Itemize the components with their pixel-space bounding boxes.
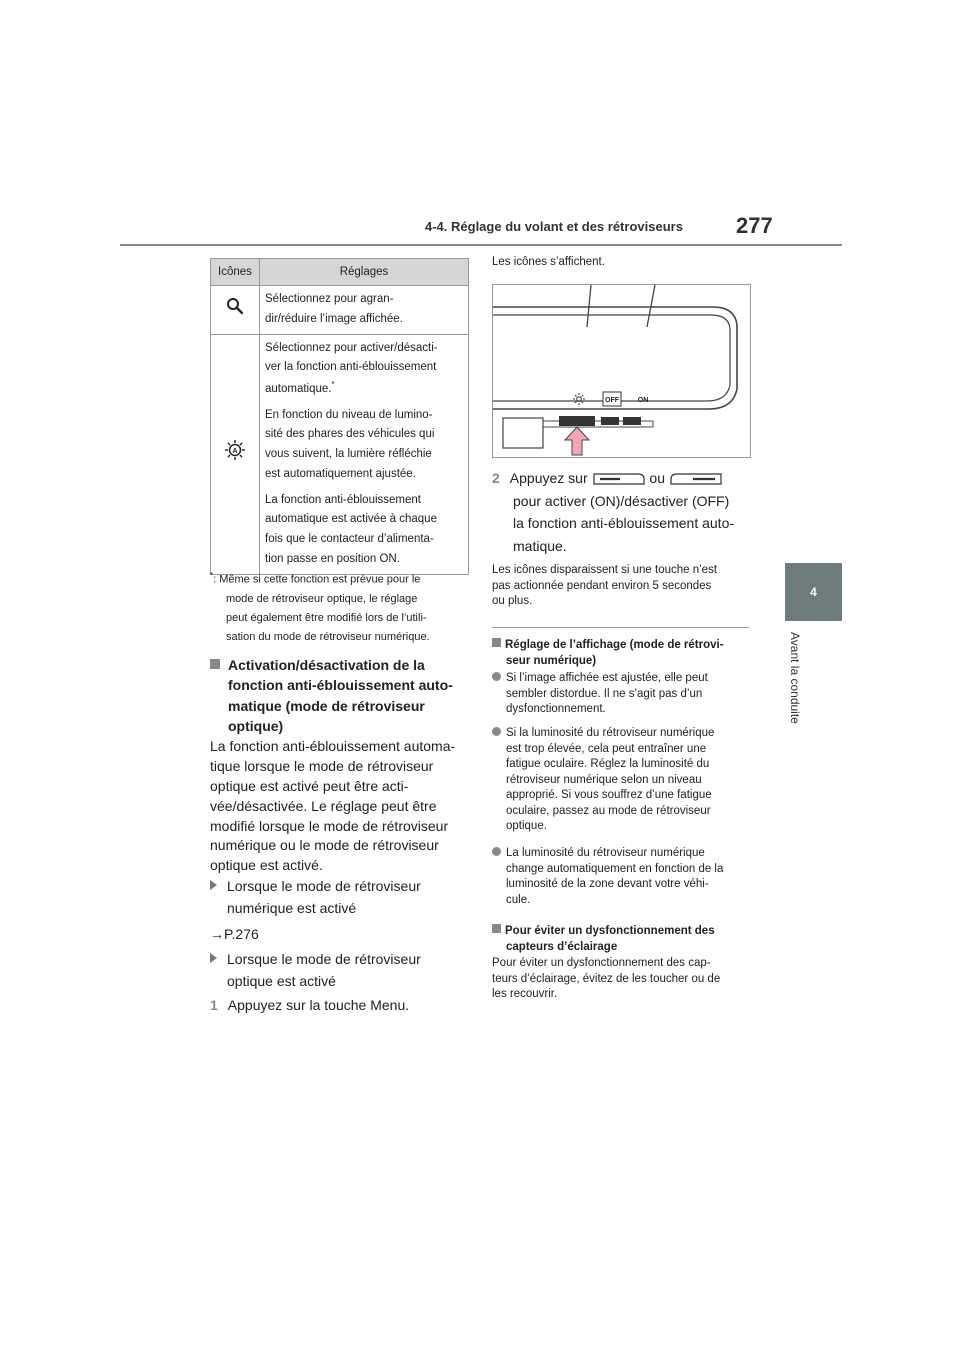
footnote: *: Même si cette fonction est prévue pour le mode de rétroviseur optique, le réglage peut également être modifié lors de l’utili- sation du mode de rétroviseur numérique. (210, 571, 430, 644)
square-bullet-icon (492, 924, 501, 933)
bullet-brightness: Si la luminosité du rétroviseur numérique est trop élevée, cela peut entraîner une fatigue oculaire. Réglez la luminosité du rétroviseur numérique selon un niveau approprié. Si vous souffrez d’une fatigue oculaire, passez au mode de rétroviseur optique. (492, 726, 754, 835)
heading-display-adjust: Réglage de l’affichage (mode de rétrovi- seur numérique) (492, 633, 754, 669)
heading-sensors: Pour éviter un dysfonctionnement des capteurs d’éclairage (492, 919, 754, 955)
triangle-bullet-icon (210, 880, 217, 890)
icons-note: Les icônes disparaissent si une touche n’est pas actionnée pendant environ 5 secondes ou plus. (492, 564, 718, 608)
icons-table (210, 258, 469, 575)
bullet-distortion: Si l’image affichée est ajustée, elle peut sembler distordue. Il ne s’agit pas d’un dysfonctionnement. (492, 671, 754, 718)
step-2: 2 Appuyez sur ou pour activer (ON)/désactiver (OFF) la fonction anti-éblouissement auto- matique. (492, 470, 735, 555)
mirror-on-label: ON (637, 397, 649, 404)
icons-shown-text: Les icônes s’affichent. (492, 256, 605, 268)
svg-text:A: A (232, 448, 238, 456)
step-1: 1 Appuyez sur la touche Menu. (210, 997, 410, 1013)
bullet-auto-brightness: La luminosité du rétroviseur numérique change automatiquement en fonction de la luminosité de la zone devant votre véhi- cule. (492, 846, 754, 908)
col-icons-header: Icônes (211, 259, 260, 286)
case-digital: Lorsque le mode de rétroviseur numérique est activé (210, 876, 472, 919)
triangle-bullet-icon (210, 953, 217, 963)
round-bullet-icon (492, 727, 501, 736)
col-settings-header: Réglages (260, 259, 469, 286)
sun-icon (573, 393, 585, 405)
round-bullet-icon (492, 672, 501, 681)
page-number: 277 (736, 213, 773, 238)
page-reference-link[interactable]: →P.276 (210, 926, 259, 942)
magnifier-icon (226, 297, 244, 315)
square-bullet-icon (210, 659, 220, 669)
zoom-icon-cell (211, 286, 260, 335)
auto-anti-glare-icon (224, 439, 246, 461)
case-optical: Lorsque le mode de rétroviseur optique est activé (210, 949, 472, 992)
section-title: 4-4. Réglage du volant et des rétroviseurs (425, 219, 683, 234)
section-divider (492, 627, 749, 628)
anti-glare-description: Sélectionnez pour activer/désacti- ver la fonction anti-éblouissement automatique.* En fonction du niveau de lumino- sité des phares des véhicules qui vous suivent, la lumière réfléchie est automatiquement ajustée. La fonction anti-éblouissement automatique est activée à chaque fois que le contacteur d’alimenta- tion passe en position ON. (260, 334, 469, 574)
chapter-label: Avant la conduite (788, 632, 802, 724)
mirror-drawing (493, 285, 750, 457)
zoom-description: Sélectionnez pour agran- dir/réduire l’image affichée. (260, 286, 469, 335)
round-bullet-icon (492, 847, 501, 856)
chapter-tab: 4 (785, 563, 842, 621)
header-divider (120, 244, 842, 246)
section-heading-optical: Activation/désactivation de la fonction anti-éblouissement auto- matique (mode de rétroviseur optique) (210, 655, 472, 736)
square-bullet-icon (492, 638, 501, 647)
pointer-arrow-icon (565, 427, 589, 455)
sensors-paragraph: Pour éviter un dysfonctionnement des cap- teurs d’éclairage, évitez de les toucher ou de les recouvrir. (492, 957, 721, 1001)
mirror-off-label: OFF (605, 397, 619, 404)
right-button-icon (669, 472, 723, 486)
optical-paragraph: La fonction anti-éblouissement automa- tique lorsque le mode de rétroviseur optique est activé peut être acti- vée/désactivée. Le réglage peut être modifié lorsque le mode de rétroviseur numérique ou le mode de rétroviseur optique est activé. (210, 738, 456, 874)
anti-glare-icon-cell (211, 334, 260, 574)
left-button-icon (592, 472, 646, 486)
mirror-illustration (492, 284, 751, 458)
